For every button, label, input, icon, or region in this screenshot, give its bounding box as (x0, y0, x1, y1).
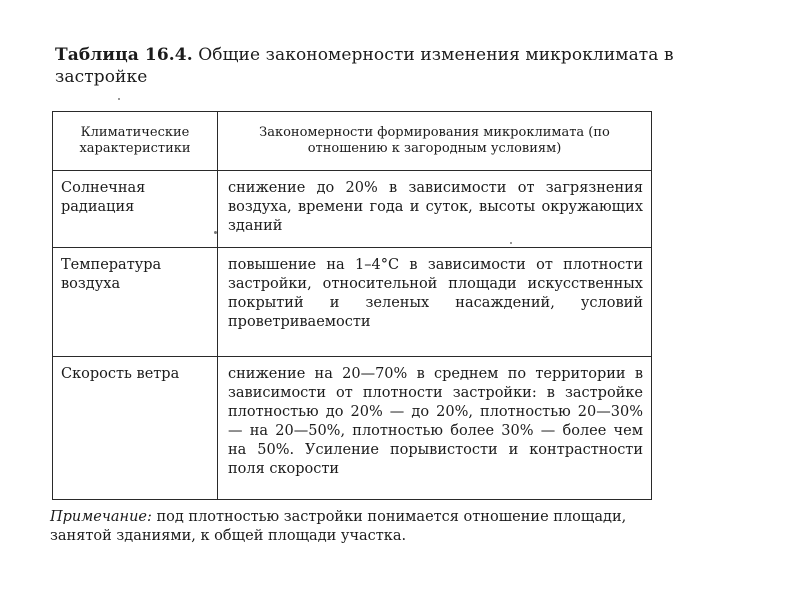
cell-characteristic: Температура воздуха (53, 248, 218, 357)
cell-pattern: снижение до 20% в зависимости от загрязнения воздуха, времени года и суток, высоты окружающих зданий (218, 171, 652, 248)
scan-speck (510, 242, 512, 244)
cell-pattern: снижение на 20—70% в среднем по территории в зависимости от плотности застройки: в застройке плотностью до 20% — до 20%, плотностью 20—30% — на 20—50%, плотностью более 30% — более чем на 50%. Усиление порывистости и контрастности поля скорости (218, 357, 652, 500)
scan-speck (214, 231, 217, 234)
table-note (50, 508, 660, 546)
microclimate-table (52, 111, 652, 500)
table-header-row (53, 112, 652, 171)
column-header-patterns: Закономерности формирования микроклимата (по отношению к загородным условиям) (218, 112, 652, 171)
scan-speck (118, 98, 120, 100)
table-number: Таблица 16.4. (55, 45, 193, 65)
cell-characteristic: Скорость ветра (53, 357, 218, 500)
table-row (53, 357, 652, 500)
table-title: Общие закономерности изменения микроклимата в застройке (55, 45, 674, 87)
table-row (53, 171, 652, 248)
note-label: Примечание: (50, 509, 152, 525)
cell-characteristic: Солнечная радиация (53, 171, 218, 248)
column-header-characteristics: Климатические характеристики (53, 112, 218, 171)
note-text: под плотностью застройки понимается отношение площади, занятой зданиями, к общей площади участка. (50, 509, 627, 544)
table-caption (55, 44, 695, 88)
cell-pattern: повышение на 1–4°C в зависимости от плотности застройки, относительной площади искусственных покрытий и зеленых насаждений, условий проветриваемости (218, 248, 652, 357)
table-row (53, 248, 652, 357)
